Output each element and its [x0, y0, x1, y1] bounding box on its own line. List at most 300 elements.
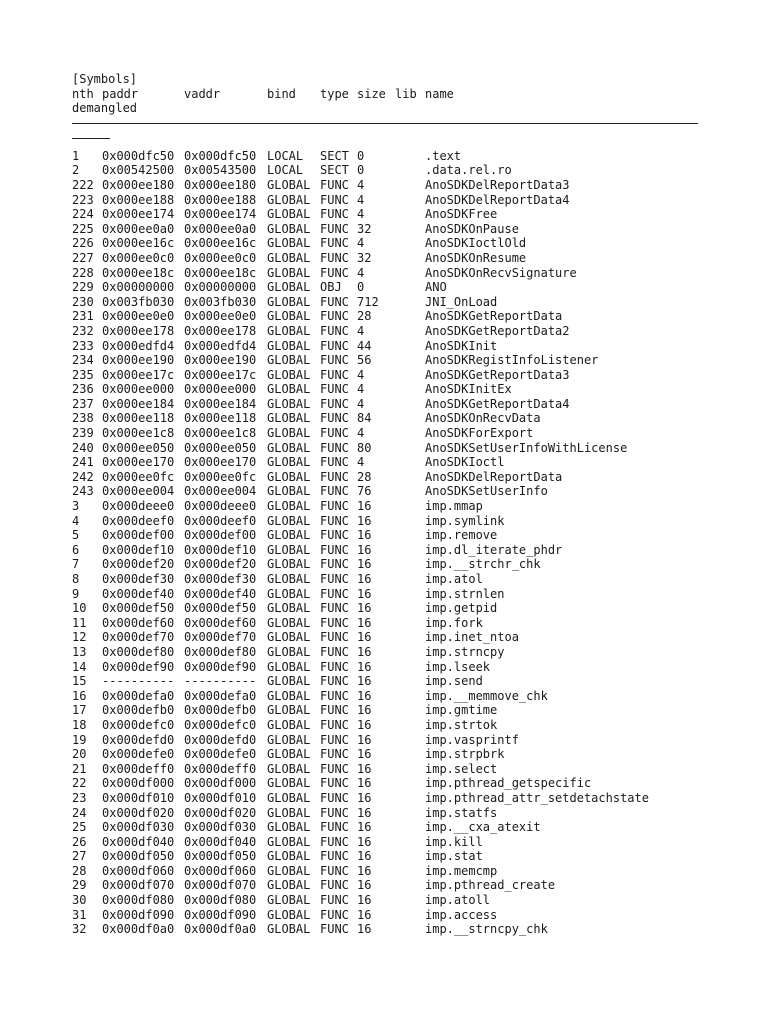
size-cell: 16	[357, 630, 372, 645]
nth-cell: 25	[72, 820, 87, 835]
table-header	[72, 87, 698, 102]
size-cell: 16	[357, 776, 372, 791]
paddr-cell: 0x000df060	[102, 863, 175, 878]
bind-cell: GLOBAL	[267, 221, 311, 236]
col-header-name: name	[425, 86, 454, 101]
name-cell: AnoSDKGetReportData	[425, 309, 563, 324]
paddr-cell: 0x000ee188	[102, 192, 175, 207]
type-cell: FUNC	[320, 265, 349, 280]
paddr-cell: 0x000def10	[102, 542, 175, 557]
size-cell: 0	[357, 280, 365, 295]
name-cell: imp.inet_ntoa	[425, 630, 519, 645]
nth-cell: 243	[72, 484, 94, 499]
table-row	[72, 733, 698, 748]
paddr-cell: 0x000def70	[102, 630, 175, 645]
name-cell: imp.lseek	[425, 659, 491, 674]
table-row	[72, 353, 698, 368]
nth-cell: 18	[72, 717, 87, 732]
paddr-cell: 0x003fb030	[102, 294, 175, 309]
size-cell: 16	[357, 834, 372, 849]
paddr-cell: 0x000ee118	[102, 411, 175, 426]
name-cell: imp.symlink	[425, 513, 505, 528]
bind-cell: GLOBAL	[267, 484, 311, 499]
table-row	[72, 878, 698, 893]
bind-cell: GLOBAL	[267, 323, 311, 338]
type-cell: FUNC	[320, 440, 349, 455]
bind-cell: GLOBAL	[267, 499, 311, 514]
vaddr-cell: 0x000defc0	[184, 717, 257, 732]
size-cell: 16	[357, 499, 372, 514]
type-cell: FUNC	[320, 338, 349, 353]
bind-cell: GLOBAL	[267, 192, 311, 207]
name-cell: AnoSDKSetUserInfo	[425, 484, 548, 499]
table-row	[72, 207, 698, 222]
type-cell: FUNC	[320, 820, 349, 835]
vaddr-cell: 0x000def20	[184, 557, 257, 572]
name-cell: imp.pthread_getspecific	[425, 776, 592, 791]
table-row	[72, 236, 698, 251]
vaddr-cell: 0x000deef0	[184, 513, 257, 528]
size-cell: 16	[357, 717, 372, 732]
nth-cell: 20	[72, 747, 87, 762]
paddr-cell: 0x000ee0fc	[102, 469, 175, 484]
type-cell: FUNC	[320, 790, 349, 805]
type-cell: FUNC	[320, 878, 349, 893]
name-cell: AnoSDKOnPause	[425, 221, 519, 236]
size-cell: 16	[357, 688, 372, 703]
type-cell: FUNC	[320, 834, 349, 849]
name-cell: AnoSDKOnResume	[425, 250, 527, 265]
size-cell: 16	[357, 615, 372, 630]
type-cell: FUNC	[320, 426, 349, 441]
bind-cell: GLOBAL	[267, 250, 311, 265]
size-cell: 16	[357, 790, 372, 805]
bind-cell: GLOBAL	[267, 469, 311, 484]
size-cell: 16	[357, 820, 372, 835]
paddr-cell: 0x000deee0	[102, 499, 175, 514]
col-header-demangled: demangled	[72, 101, 138, 116]
nth-cell: 16	[72, 688, 87, 703]
type-cell: FUNC	[320, 557, 349, 572]
type-cell: SECT	[320, 148, 349, 163]
vaddr-cell: 0x000df070	[184, 878, 257, 893]
bind-cell: GLOBAL	[267, 659, 311, 674]
type-cell: FUNC	[320, 294, 349, 309]
vaddr-cell: 0x000ee18c	[184, 265, 257, 280]
vaddr-cell: 0x000ee004	[184, 484, 257, 499]
bind-cell: LOCAL	[267, 148, 304, 163]
paddr-cell: 0x000defd0	[102, 732, 175, 747]
name-cell: imp.memcmp	[425, 863, 498, 878]
paddr-cell: 0x000edfd4	[102, 338, 175, 353]
nth-cell: 6	[72, 542, 80, 557]
type-cell: FUNC	[320, 367, 349, 382]
size-cell: 0	[357, 148, 365, 163]
name-cell: AnoSDKInitEx	[425, 382, 512, 397]
table-row	[72, 543, 698, 558]
nth-cell: 231	[72, 309, 94, 324]
table-row	[72, 193, 698, 208]
size-cell: 32	[357, 221, 372, 236]
vaddr-cell: 0x000def80	[184, 644, 257, 659]
col-header-paddr: paddr	[102, 86, 139, 101]
paddr-cell: 0x000defc0	[102, 717, 175, 732]
vaddr-cell: 0x000ee178	[184, 323, 257, 338]
vaddr-cell: 0x000df040	[184, 834, 257, 849]
name-cell: imp.pthread_create	[425, 878, 556, 893]
vaddr-cell: ----------	[184, 674, 257, 689]
vaddr-cell: 0x000def30	[184, 572, 257, 586]
name-cell: imp.atol	[425, 572, 483, 586]
vaddr-cell: 0x000edfd4	[184, 338, 257, 353]
bind-cell: GLOBAL	[267, 878, 311, 893]
type-cell: FUNC	[320, 674, 349, 689]
nth-cell: 242	[72, 469, 94, 484]
size-cell: 80	[357, 440, 372, 455]
bind-cell: GLOBAL	[267, 396, 311, 411]
nth-cell: 19	[72, 732, 87, 747]
nth-cell: 26	[72, 834, 87, 849]
table-row	[72, 660, 698, 675]
bind-cell: GLOBAL	[267, 280, 311, 295]
paddr-cell: 0x000df090	[102, 907, 175, 922]
name-cell: imp.gmtime	[425, 703, 498, 718]
vaddr-cell: 0x000df050	[184, 849, 257, 864]
table-row	[72, 776, 698, 791]
bind-cell: GLOBAL	[267, 907, 311, 922]
type-cell: FUNC	[320, 644, 349, 659]
type-cell: FUNC	[320, 863, 349, 878]
type-cell: FUNC	[320, 382, 349, 397]
type-cell: FUNC	[320, 732, 349, 747]
paddr-cell: 0x000deef0	[102, 513, 175, 528]
paddr-cell: 0x000ee0a0	[102, 221, 175, 236]
col-header-size: size	[357, 86, 386, 101]
size-cell: 76	[357, 484, 372, 499]
nth-cell: 31	[72, 907, 87, 922]
table-row	[72, 382, 698, 397]
nth-cell: 29	[72, 878, 87, 893]
paddr-cell: 0x000df080	[102, 893, 175, 908]
nth-cell: 21	[72, 761, 87, 776]
name-cell: imp.__cxa_atexit	[425, 820, 541, 835]
vaddr-cell: 0x000deff0	[184, 761, 257, 776]
vaddr-cell: 0x000ee17c	[184, 367, 257, 382]
vaddr-cell: 0x000ee118	[184, 411, 257, 426]
size-cell: 84	[357, 411, 372, 426]
vaddr-cell: 0x000def90	[184, 659, 257, 674]
paddr-cell: 0x000def60	[102, 615, 175, 630]
size-cell: 16	[357, 557, 372, 572]
nth-cell: 237	[72, 396, 94, 411]
size-cell: 16	[357, 747, 372, 762]
type-cell: FUNC	[320, 323, 349, 338]
nth-cell: 9	[72, 586, 80, 601]
name-cell: imp.fork	[425, 615, 483, 630]
paddr-cell: 0x000ee178	[102, 323, 175, 338]
vaddr-cell: 0x000ee16c	[184, 236, 257, 251]
vaddr-cell: 0x000df080	[184, 893, 257, 908]
paddr-cell: 0x000df0a0	[102, 922, 175, 937]
type-cell: FUNC	[320, 572, 349, 586]
paddr-cell: 0x000dfc50	[102, 148, 175, 163]
name-cell: imp.atoll	[425, 893, 491, 908]
table-row	[72, 703, 698, 718]
nth-cell: 22	[72, 776, 87, 791]
table-row	[72, 674, 698, 689]
table-row	[72, 251, 698, 266]
name-cell: imp.getpid	[425, 601, 498, 616]
paddr-cell: 0x000deff0	[102, 761, 175, 776]
vaddr-cell: 0x000df000	[184, 776, 257, 791]
table-row	[72, 149, 698, 164]
size-cell: 4	[357, 426, 365, 441]
name-cell: AnoSDKRegistInfoListener	[425, 353, 599, 368]
vaddr-cell: 0x000defe0	[184, 747, 257, 762]
table-row	[72, 645, 698, 660]
vaddr-cell: 0x000deee0	[184, 499, 257, 514]
vaddr-cell: 0x000ee0a0	[184, 221, 257, 236]
nth-cell: 227	[72, 250, 94, 265]
table-row	[72, 484, 698, 499]
nth-cell: 12	[72, 630, 87, 645]
name-cell: AnoSDKDelReportData4	[425, 192, 570, 207]
name-cell: AnoSDKOnRecvData	[425, 411, 541, 426]
name-cell: AnoSDKInit	[425, 338, 498, 353]
name-cell: imp.strnlen	[425, 586, 505, 601]
table-row	[72, 922, 698, 937]
name-cell: imp.kill	[425, 834, 483, 849]
table-row	[72, 470, 698, 485]
table-row	[72, 528, 698, 543]
name-cell: imp.pthread_attr_setdetachstate	[425, 790, 649, 805]
paddr-cell: 0x000def00	[102, 528, 175, 543]
table-row	[72, 411, 698, 426]
bind-cell: GLOBAL	[267, 863, 311, 878]
symbols-document	[72, 72, 698, 937]
table-row	[72, 689, 698, 704]
paddr-cell: 0x000defb0	[102, 703, 175, 718]
table-row	[72, 397, 698, 412]
nth-cell: 239	[72, 426, 94, 441]
vaddr-cell: 0x000ee180	[184, 177, 257, 192]
name-cell: AnoSDKDelReportData3	[425, 177, 570, 192]
name-cell: imp.__strncpy_chk	[425, 922, 548, 937]
vaddr-cell: 0x000ee184	[184, 396, 257, 411]
size-cell: 28	[357, 309, 372, 324]
vaddr-cell: 0x000ee170	[184, 455, 257, 470]
vaddr-cell: 0x000dfc50	[184, 148, 257, 163]
bind-cell: GLOBAL	[267, 644, 311, 659]
paddr-cell: 0x000df010	[102, 790, 175, 805]
paddr-cell: 0x000ee184	[102, 396, 175, 411]
table-row	[72, 601, 698, 616]
bind-cell: GLOBAL	[267, 294, 311, 309]
nth-cell: 223	[72, 192, 94, 207]
type-cell: FUNC	[320, 893, 349, 908]
bind-cell: GLOBAL	[267, 805, 311, 820]
vaddr-cell: 0x000ee1c8	[184, 426, 257, 441]
nth-cell: 1	[72, 148, 80, 163]
size-cell: 16	[357, 513, 372, 528]
bind-cell: GLOBAL	[267, 309, 311, 324]
nth-cell: 2	[72, 163, 80, 178]
bind-cell: GLOBAL	[267, 586, 311, 601]
name-cell: imp.strpbrk	[425, 747, 505, 762]
size-cell: 16	[357, 878, 372, 893]
bind-cell: GLOBAL	[267, 747, 311, 762]
nth-cell: 28	[72, 863, 87, 878]
type-cell: FUNC	[320, 747, 349, 762]
vaddr-cell: 0x000def40	[184, 586, 257, 601]
size-cell: 16	[357, 805, 372, 820]
name-cell: AnoSDKFree	[425, 207, 498, 222]
name-cell: AnoSDKGetReportData2	[425, 323, 570, 338]
col-header-type: type	[320, 86, 349, 101]
paddr-cell: 0x000df040	[102, 834, 175, 849]
table-row	[72, 499, 698, 514]
size-cell: 4	[357, 236, 365, 251]
table-row	[72, 893, 698, 908]
name-cell: AnoSDKForExport	[425, 426, 534, 441]
size-cell: 16	[357, 922, 372, 937]
paddr-cell: 0x000def30	[102, 572, 175, 586]
table-row	[72, 908, 698, 923]
nth-cell: 230	[72, 294, 94, 309]
type-cell: FUNC	[320, 907, 349, 922]
table-row	[72, 718, 698, 733]
bind-cell: GLOBAL	[267, 717, 311, 732]
name-cell: imp.__strchr_chk	[425, 557, 541, 572]
nth-cell: 13	[72, 644, 87, 659]
bind-cell: GLOBAL	[267, 455, 311, 470]
nth-cell: 233	[72, 338, 94, 353]
name-cell: AnoSDKGetReportData4	[425, 396, 570, 411]
bind-cell: GLOBAL	[267, 207, 311, 222]
bind-cell: GLOBAL	[267, 528, 311, 543]
nth-cell: 30	[72, 893, 87, 908]
size-cell: 16	[357, 893, 372, 908]
nth-cell: 5	[72, 528, 80, 543]
table-row	[72, 222, 698, 237]
name-cell: imp.mmap	[425, 499, 483, 514]
type-cell: FUNC	[320, 484, 349, 499]
type-cell: FUNC	[320, 309, 349, 324]
size-cell: 16	[357, 703, 372, 718]
name-cell: imp.statfs	[425, 805, 498, 820]
vaddr-cell: 0x000ee050	[184, 440, 257, 455]
vaddr-cell: 0x000ee174	[184, 207, 257, 222]
vaddr-cell: 0x00543500	[184, 163, 257, 178]
vaddr-cell: 0x000ee000	[184, 382, 257, 397]
table-row	[72, 616, 698, 631]
paddr-cell: 0x000ee190	[102, 353, 175, 368]
paddr-cell: 0x00542500	[102, 163, 175, 178]
vaddr-cell: 0x000def00	[184, 528, 257, 543]
paddr-cell: 0x000df000	[102, 776, 175, 791]
bind-cell: GLOBAL	[267, 177, 311, 192]
bind-cell: GLOBAL	[267, 601, 311, 616]
size-cell: 4	[357, 265, 365, 280]
bind-cell: GLOBAL	[267, 820, 311, 835]
size-cell: 16	[357, 572, 372, 586]
vaddr-cell: 0x000ee0c0	[184, 250, 257, 265]
table-row	[72, 864, 698, 879]
nth-cell: 15	[72, 674, 87, 689]
name-cell: .data.rel.ro	[425, 163, 512, 178]
spacer	[72, 139, 698, 149]
paddr-cell: ----------	[102, 674, 175, 689]
bind-cell: GLOBAL	[267, 513, 311, 528]
table-row	[72, 835, 698, 850]
nth-cell: 226	[72, 236, 94, 251]
name-cell: imp.select	[425, 761, 498, 776]
paddr-cell: 0x000def20	[102, 557, 175, 572]
paddr-cell: 0x000ee180	[102, 177, 175, 192]
bind-cell: GLOBAL	[267, 353, 311, 368]
nth-cell: 225	[72, 221, 94, 236]
bind-cell: GLOBAL	[267, 703, 311, 718]
size-cell: 16	[357, 674, 372, 689]
type-cell: OBJ	[320, 280, 342, 295]
vaddr-cell: 0x000ee188	[184, 192, 257, 207]
name-cell: imp.access	[425, 907, 498, 922]
bind-cell: GLOBAL	[267, 849, 311, 864]
nth-cell: 229	[72, 280, 94, 295]
table-row	[72, 339, 698, 354]
bind-cell: GLOBAL	[267, 572, 311, 586]
size-cell: 4	[357, 192, 365, 207]
name-cell: imp.remove	[425, 528, 498, 543]
table-row	[72, 441, 698, 456]
paddr-cell: 0x000ee1c8	[102, 426, 175, 441]
table-row	[72, 820, 698, 835]
name-cell: .text	[425, 148, 462, 163]
table-row	[72, 849, 698, 864]
type-cell: FUNC	[320, 192, 349, 207]
bind-cell: GLOBAL	[267, 440, 311, 455]
nth-cell: 14	[72, 659, 87, 674]
name-cell: AnoSDKGetReportData3	[425, 367, 570, 382]
paddr-cell: 0x000ee0e0	[102, 309, 175, 324]
paddr-cell: 0x000ee0c0	[102, 250, 175, 265]
nth-cell: 238	[72, 411, 94, 426]
type-cell: FUNC	[320, 207, 349, 222]
vaddr-cell: 0x000def60	[184, 615, 257, 630]
table-row	[72, 309, 698, 324]
paddr-cell: 0x000ee170	[102, 455, 175, 470]
table-row	[72, 572, 698, 587]
nth-cell: 32	[72, 922, 87, 937]
table-row	[72, 557, 698, 572]
nth-cell: 241	[72, 455, 94, 470]
table-row	[72, 806, 698, 821]
type-cell: FUNC	[320, 703, 349, 718]
size-cell: 0	[357, 163, 365, 178]
vaddr-cell: 0x000df0a0	[184, 922, 257, 937]
size-cell: 28	[357, 469, 372, 484]
col-header-vaddr: vaddr	[184, 86, 221, 101]
nth-cell: 224	[72, 207, 94, 222]
name-cell: AnoSDKIoctl	[425, 455, 505, 470]
bind-cell: GLOBAL	[267, 761, 311, 776]
name-cell: imp.stat	[425, 849, 483, 864]
type-cell: FUNC	[320, 513, 349, 528]
col-header-lib: lib	[395, 86, 417, 101]
name-cell: imp.send	[425, 674, 483, 689]
name-cell: AnoSDKOnRecvSignature	[425, 265, 577, 280]
paddr-cell: 0x000df050	[102, 849, 175, 864]
